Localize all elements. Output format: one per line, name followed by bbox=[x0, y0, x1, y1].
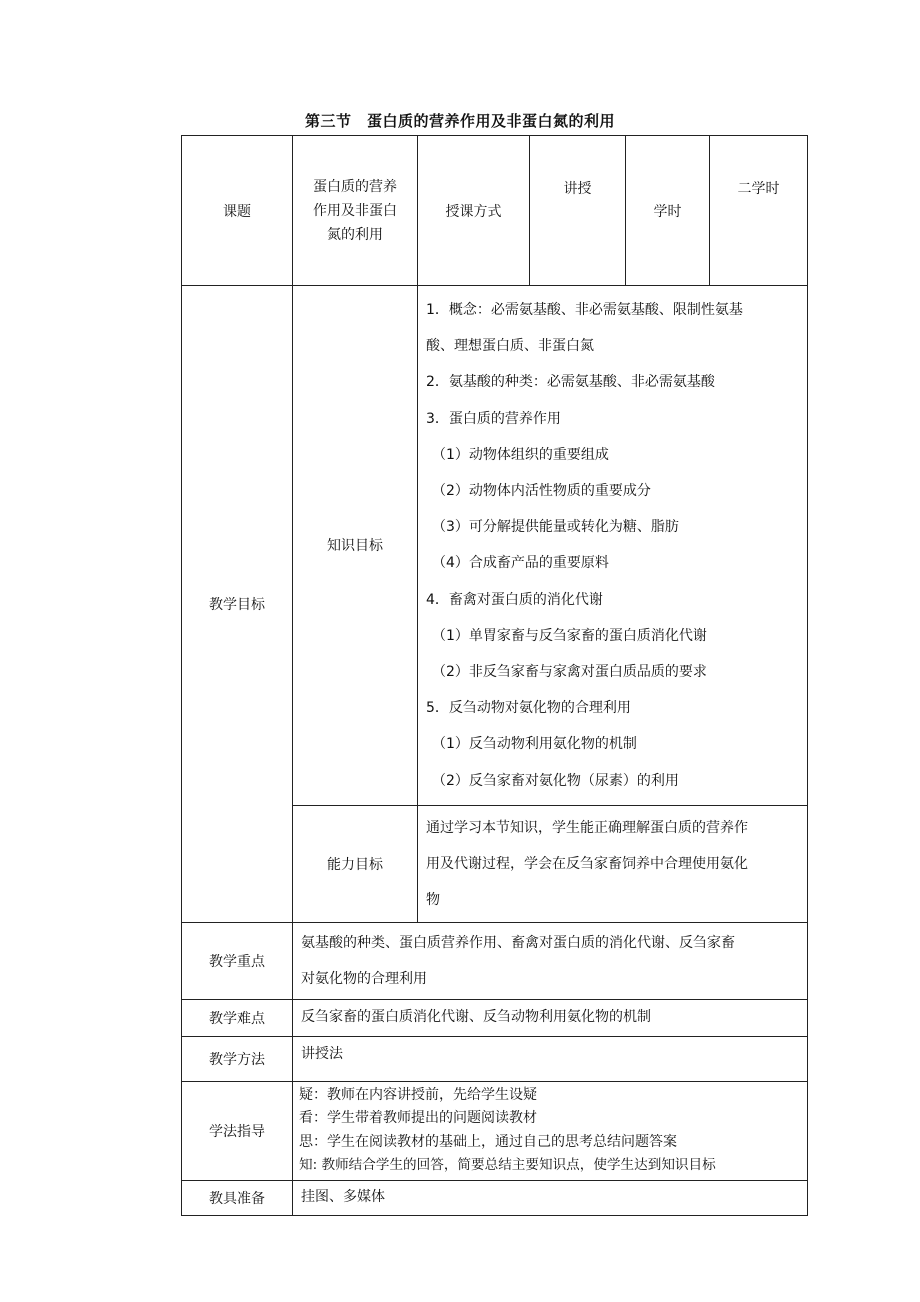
difficulties-content: 反刍家畜的蛋白质消化代谢、反刍动物利用氨化物的机制 bbox=[293, 999, 808, 1036]
methods-content: 讲授法 bbox=[293, 1036, 808, 1081]
topic-label: 课题 bbox=[182, 136, 293, 286]
objectives-label: 教学目标 bbox=[182, 286, 293, 923]
page-title: 第三节 蛋白质的营养作用及非蛋白氮的利用 bbox=[304, 112, 615, 130]
knowledge-item: （1）反刍动物利用氨化物的机制 bbox=[432, 736, 637, 753]
knowledge-item: 酸、理想蛋白质、非蛋白氮 bbox=[426, 338, 594, 355]
hours-value: 二学时 bbox=[710, 136, 808, 286]
difficulties-label: 教学难点 bbox=[182, 999, 293, 1036]
difficulties-row bbox=[182, 999, 808, 1036]
study-guide-line: 疑：教师在内容讲授前，先给学生设疑 bbox=[299, 1086, 537, 1103]
ability-label: 能力目标 bbox=[293, 805, 418, 922]
topic-value: 蛋白质的营养 作用及非蛋白 氮的利用 bbox=[293, 136, 418, 286]
knowledge-item: （2）非反刍家畜与家禽对蛋白质品质的要求 bbox=[432, 664, 707, 681]
knowledge-item: 3．蛋白质的营养作用 bbox=[426, 410, 561, 427]
study-guide-line: 思：学生在阅读教材的基础上，通过自己的思考总结问题答案 bbox=[299, 1133, 677, 1150]
key-points-label: 教学重点 bbox=[182, 922, 293, 999]
key-points-content: 氨基酸的种类、蛋白质营养作用、畜禽对蛋白质的消化代谢、反刍家畜 对氨化物的合理利用 bbox=[293, 922, 808, 999]
teaching-aids-content: 挂图、多媒体 bbox=[293, 1180, 808, 1215]
study-guide-row bbox=[182, 1081, 808, 1180]
study-guide-label: 学法指导 bbox=[182, 1081, 293, 1180]
methods-label: 教学方法 bbox=[182, 1036, 293, 1081]
knowledge-item: （1）动物体组织的重要组成 bbox=[432, 446, 609, 463]
knowledge-label: 知识目标 bbox=[293, 286, 418, 806]
knowledge-item: （1）单胃家畜与反刍家畜的蛋白质消化代谢 bbox=[432, 627, 707, 644]
teaching-aids-label: 教具准备 bbox=[182, 1180, 293, 1215]
teaching-aids-row bbox=[182, 1180, 808, 1215]
knowledge-item: 4．畜禽对蛋白质的消化代谢 bbox=[426, 591, 603, 608]
knowledge-row bbox=[182, 286, 808, 806]
knowledge-content bbox=[418, 286, 808, 806]
method-value: 讲授 bbox=[530, 136, 626, 286]
methods-row bbox=[182, 1036, 808, 1081]
lesson-plan-table bbox=[181, 135, 808, 1216]
header-row bbox=[182, 136, 808, 286]
study-guide-line: 知: 教师结合学生的回答，简要总结主要知识点，使学生达到知识目标 bbox=[299, 1157, 716, 1174]
knowledge-item: 1．概念：必需氨基酸、非必需氨基酸、限制性氨基 bbox=[426, 302, 743, 318]
knowledge-item: （2）动物体内活性物质的重要成分 bbox=[432, 483, 651, 500]
knowledge-item: 5．反刍动物对氨化物的合理利用 bbox=[426, 700, 631, 717]
study-guide-line: 看：学生带着教师提出的问题阅读教材 bbox=[299, 1110, 537, 1127]
knowledge-item: （4）合成畜产品的重要原料 bbox=[432, 555, 609, 572]
method-label: 授课方式 bbox=[418, 136, 530, 286]
knowledge-item: （2）反刍家畜对氨化物（尿素）的利用 bbox=[432, 772, 679, 789]
knowledge-item: （3）可分解提供能量或转化为糖、脂肪 bbox=[432, 519, 679, 536]
study-guide-content bbox=[293, 1081, 808, 1180]
hours-label: 学时 bbox=[626, 136, 710, 286]
knowledge-item: 2．氨基酸的种类：必需氨基酸、非必需氨基酸 bbox=[426, 374, 715, 391]
ability-content: 通过学习本节知识，学生能正确理解蛋白质的营养作 用及代谢过程，学会在反刍家畜饲养中合理使用氨化 物 bbox=[418, 805, 808, 922]
key-points-row bbox=[182, 922, 808, 999]
